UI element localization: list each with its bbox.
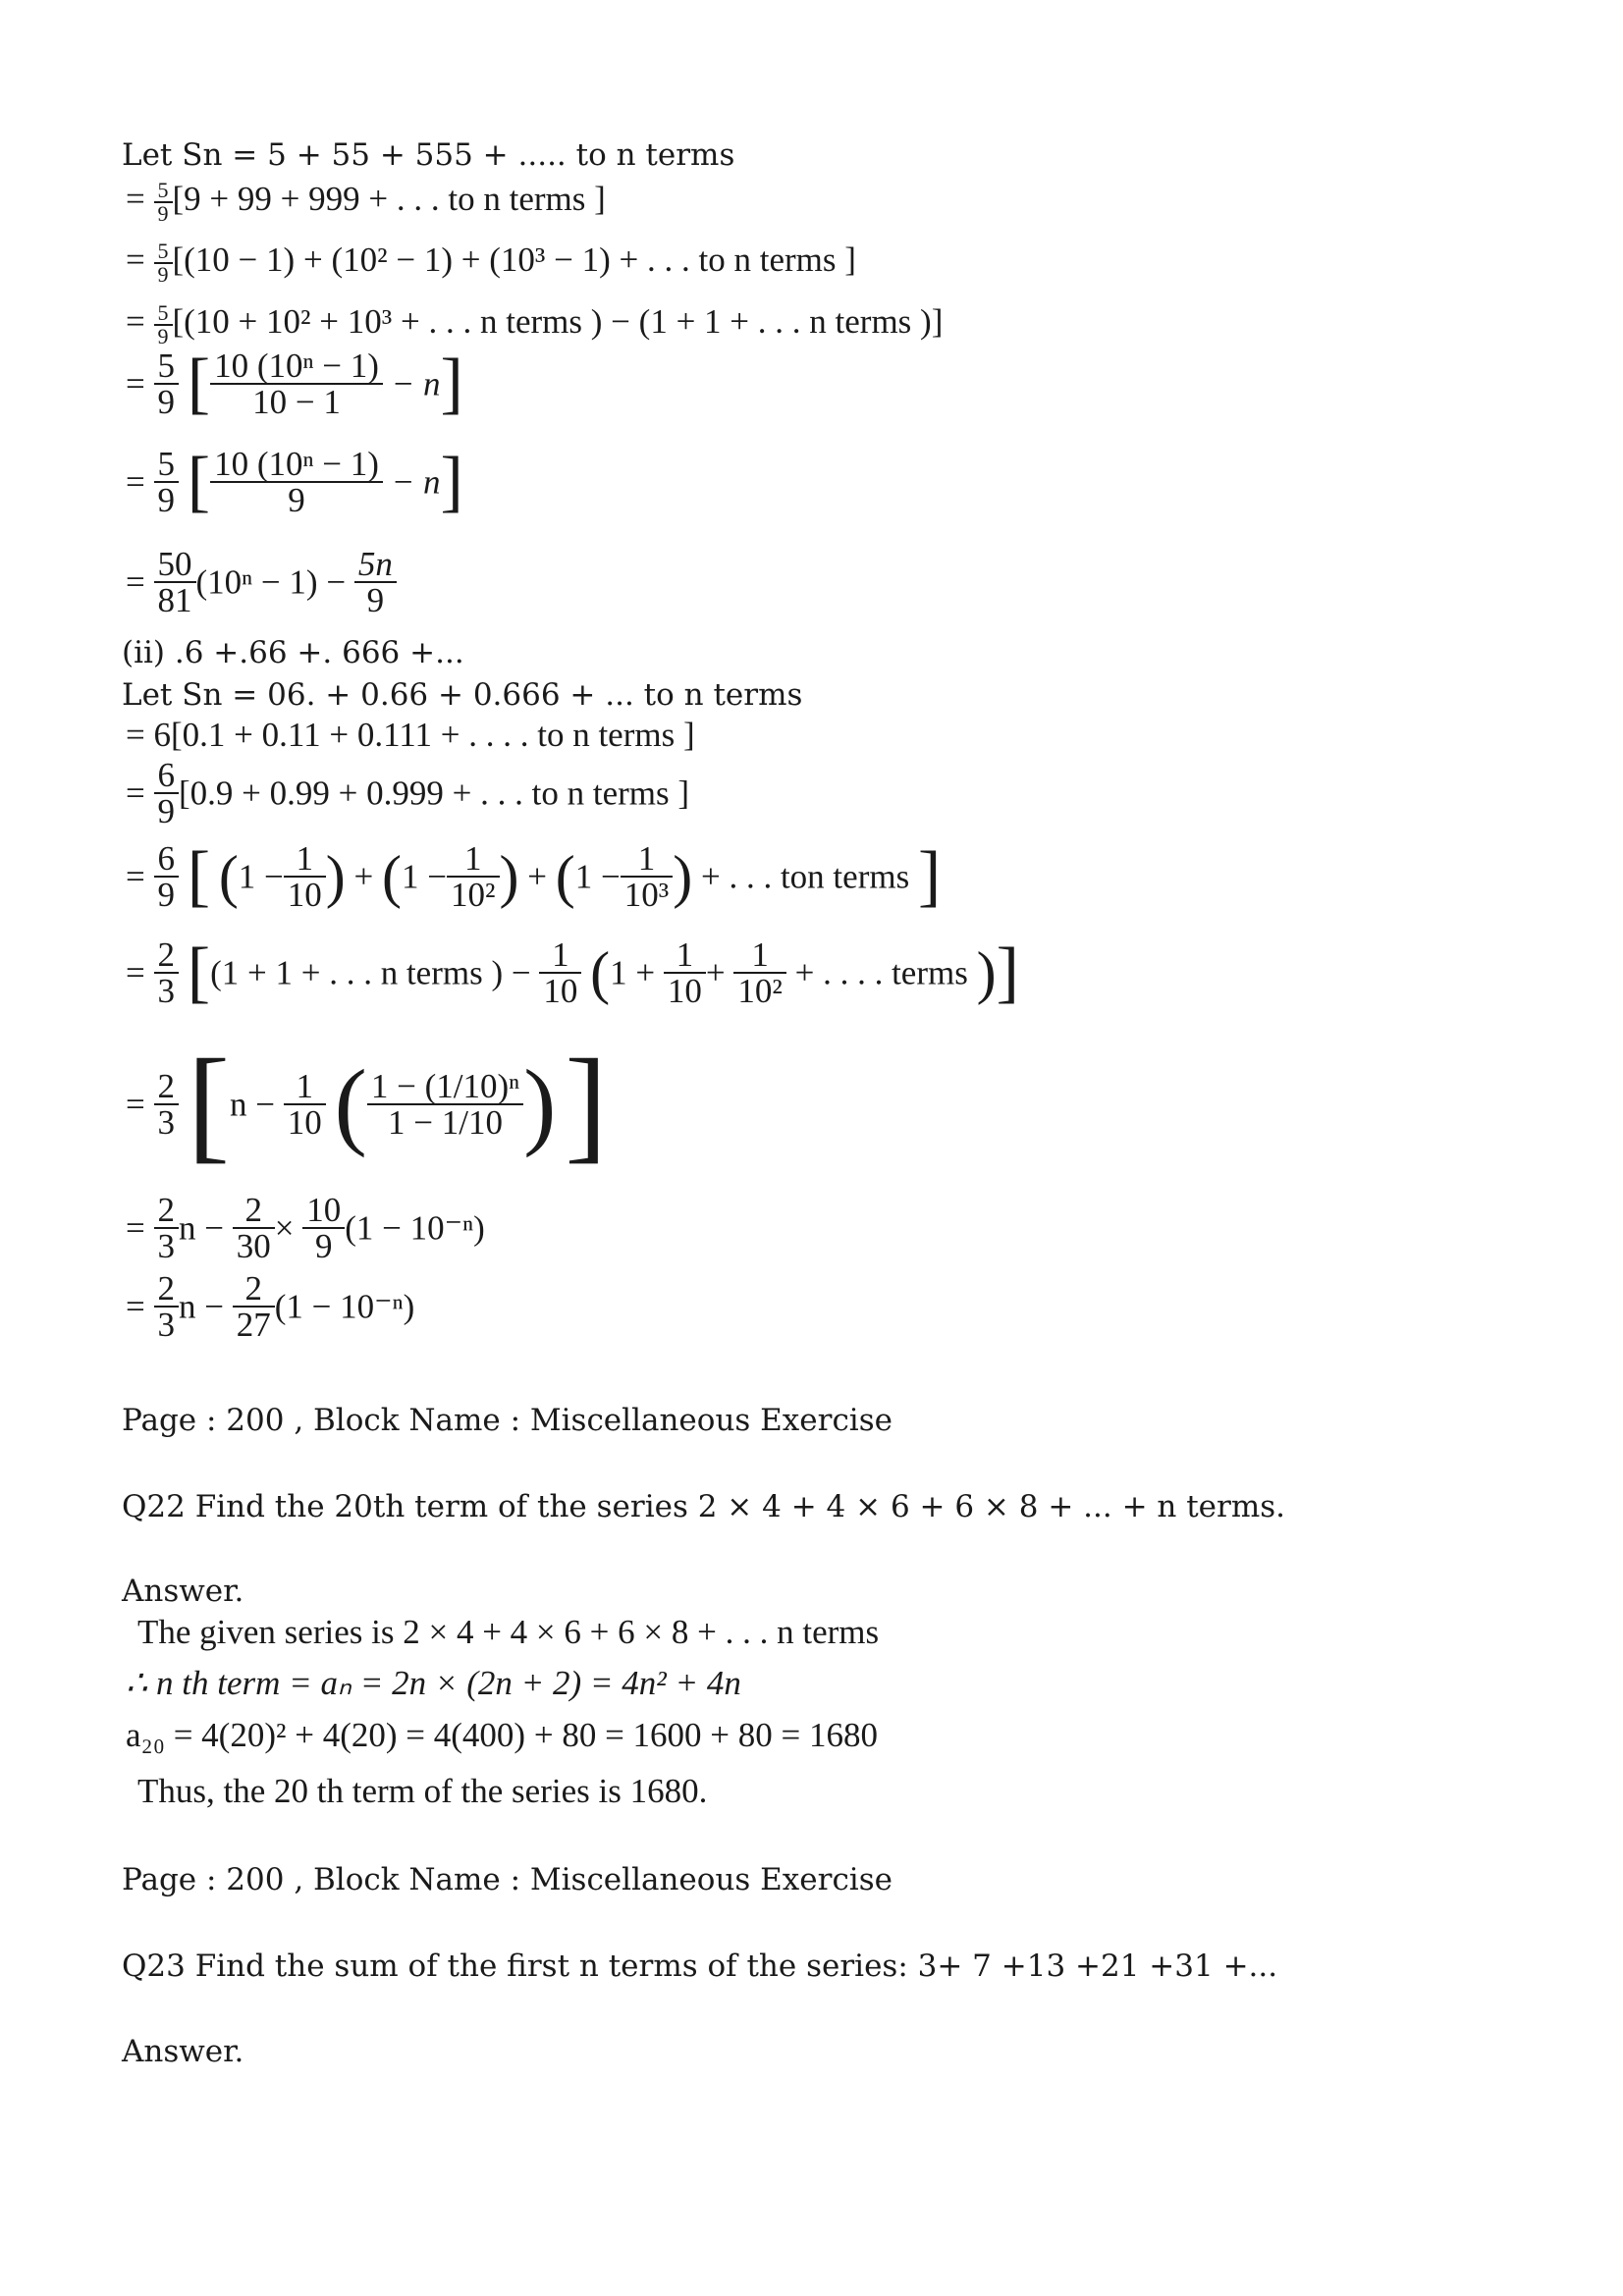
part2-eq5: = $\frac{2}{3}$ [n − $\frac{1}{10}$ ( $\frac{\text{1 − (1/10)ⁿ}}{1 - 1/10}$ ) ] (126, 1034, 608, 1175)
block2-question: Q23 Find the sum of the first n terms of the series: 3+ 7 +13 +21 +31 +... (122, 1949, 1278, 1984)
block1-line1: The given series is 2 × 4 + 4 × 6 + 6 × 8 + . . . n terms (137, 1613, 880, 1651)
block1-line3: a₂₀ = 4(20)² + 4(20) = 4(400) + 80 = 1600 + 80 = 1680 (126, 1716, 879, 1754)
block1-answer-label: Answer. (122, 1574, 244, 1609)
part2-eq2: = $\frac{6}{9}$ [0.9 + 0.99 + 0.999 + . . . to n terms ] (126, 756, 690, 830)
part2-eq4: = $\frac{2}{3}$ [(1 + 1 + . . . n terms ) − $\frac{1}{10}$ (1 + $\frac{1}{10}$ + $\frac{1}{\text{10²}}$ + . . . . terms )] (126, 934, 1019, 1010)
part2-heading: (ii) .6 +.66 +. 666 +... (122, 635, 464, 670)
block1-line2: ∴ n th term = aₙ = 2n × (2n + 2) = 4n² + 4n (126, 1664, 741, 1702)
part2-eq3: = $\frac{6}{9}$ [ (1 − $\frac{1}{10}$ ) + (1 − $\frac{1}{\text{10²}}$ ) + (1 − $\frac{1}{\text{10³}}$ ) + . . . ton terms ] (126, 838, 942, 914)
part1-eq4: = $\frac{5}{9}$ [ $\frac{\text{10 (10ⁿ − 1)}}{10 - 1}$ − n] (126, 346, 463, 421)
part1-eq6: = $\frac{50}{81}$ (10ⁿ − 1) − $\frac{5n}{9}$ (126, 547, 397, 617)
block2-answer-label: Answer. (122, 2034, 244, 2069)
part1-eq3: = $\frac{5}{9}$ [(10 + 10² + 10³ + . . . n terms ) − (1 + 1 + . . . n terms )] (126, 300, 944, 348)
part2-eq6: = $\frac{2}{3}$ n − $\frac{2}{30}$ × $\frac{10}{9}$ (1 − 10⁻ⁿ) (126, 1191, 485, 1265)
part1-eq1: = $\frac{5}{9}$ [9 + 99 + 999 + . . . to n terms ] (126, 178, 606, 226)
part2-intro: Let Sn = 06. + 0.66 + 0.666 + ... to n terms (122, 677, 803, 713)
part1-intro: Let Sn = 5 + 55 + 555 + ..... to n terms (122, 137, 735, 173)
part2-eq7: = $\frac{2}{3}$ n − $\frac{2}{27}$ (1 − 10⁻ⁿ) (126, 1269, 415, 1344)
block2-page-label: Page : 200 , Block Name : Miscellaneous Exercise (122, 1862, 893, 1897)
part1-eq5: = $\frac{5}{9}$ [ $\frac{\text{10 (10ⁿ − 1)}}{9}$ − n] (126, 444, 463, 519)
block1-question: Q22 Find the 20th term of the series 2 × 4 + 4 × 6 + 6 × 8 + ... + n terms. (122, 1489, 1286, 1524)
part2-eq1: = 6[0.1 + 0.11 + 0.111 + . . . . to n terms ] (126, 716, 695, 754)
part1-eq2: = $\frac{5}{9}$ [(10 − 1) + (10² − 1) + (10³ − 1) + . . . to n terms ] (126, 239, 856, 287)
block1-line4: Thus, the 20 th term of the series is 1680. (137, 1772, 708, 1810)
block1-page-label: Page : 200 , Block Name : Miscellaneous Exercise (122, 1403, 893, 1438)
